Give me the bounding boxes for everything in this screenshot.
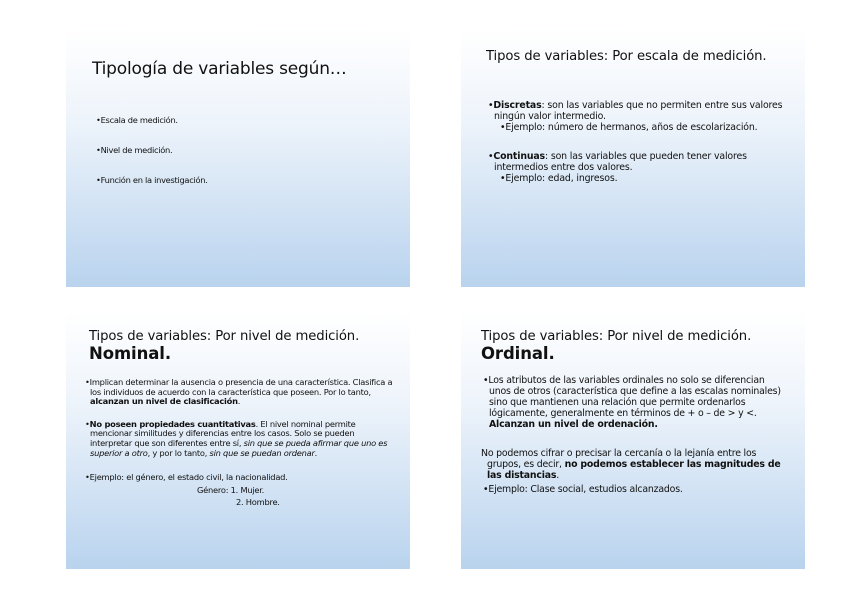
slide-nivel-ordinal [461,311,805,569]
slide4-subtitle: Ordinal. [481,344,555,363]
slide2-body [488,100,788,184]
list-item: •Nivel de medición. [96,145,173,155]
list-item: •Ejemplo: edad, ingresos. [500,173,618,184]
slide4-title: Tipos de variables: Por nivel de medición. Ordinal. [481,329,781,362]
example-line: 2. Hombre. [236,497,280,508]
slide2-title: Tipos de variables: Por escala de medición. [486,49,767,64]
list-item: •No poseen propiedades cuantitativas. El nivel nominal permite mencionar similitudes y diferencias entre los casos. Solo se pueden interpretar que son diferentes entre sí, sin que se pueda afirmar que uno es superior a otro, y por lo tanto, sin que se puedan ordenar. [85,418,388,458]
slide1-title: Tipología de variables según… [92,59,347,79]
slide4-body [481,375,786,495]
list-item: •Implican determinar la ausencia o presencia de una característica. Clasifica a los individuos de acuerdo con la característica que poseen. Por lo tanto, alcanzan un nivel de clasificación. [85,377,393,407]
slide3-body [85,378,395,508]
list-item: •Escala de medición. [96,115,178,125]
slide-nivel-nominal [66,311,410,569]
list-item: •Función en la investigación. [96,175,208,185]
list-item: •Ejemplo: el género, el estado civil, la nacionalidad. [85,472,288,483]
list-item: •Ejemplo: número de hermanos, años de escolarización. [500,122,758,133]
slide-escala-medicion [461,29,805,287]
list-item: •Continuas: son las variables que pueden tener valores intermedios entre dos valores. [488,151,747,173]
paragraph: No podemos cifrar o precisar la cercanía o la lejanía entre los grupos, es decir, no podemos establecer las magnitudes de las distancias. [481,448,781,481]
list-item: •Los atributos de las variables ordinales no solo se diferencian unos de otros (característica que define a las escalas nominales) sino que mantienen una relación que permite ordenarlos lógicamente, generalmente en términos de + o – de > y <. Alcanzan un nivel de ordenación. [483,375,781,430]
list-item: •Discretas: son las variables que no permiten entre sus valores ningún valor intermedio. [488,100,783,122]
example-line: Género: 1. Mujer. [197,484,265,495]
slide3-title: Tipos de variables: Por nivel de medición. Nominal. [89,329,389,362]
slide3-subtitle: Nominal. [89,344,171,363]
list-item: •Ejemplo: Clase social, estudios alcanzados. [483,484,683,495]
slide-tipologia [66,29,410,287]
